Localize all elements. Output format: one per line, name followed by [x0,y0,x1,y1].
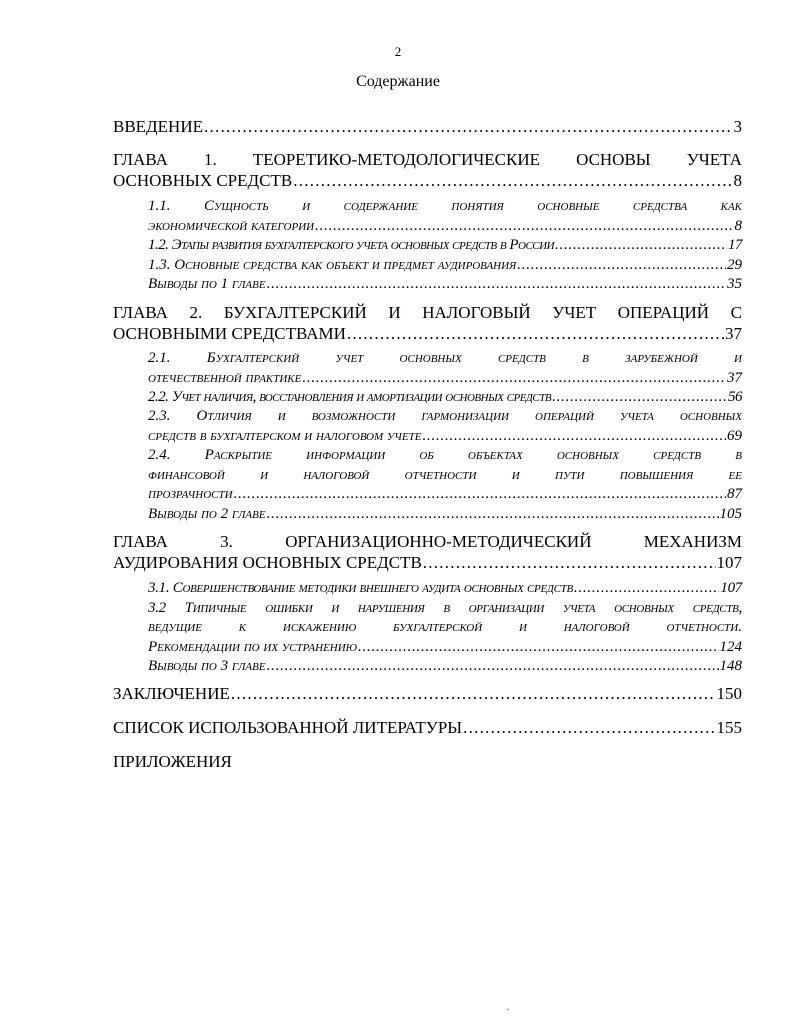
dot-leader [517,257,726,274]
toc-page-number: 105 [719,506,742,522]
toc-entry-section-1-2[interactable] [148,237,742,254]
toc-page-number: 29 [727,257,742,273]
dot-leader [555,237,727,254]
toc-page-number: 37 [725,324,742,343]
toc-page-number: 124 [719,639,742,655]
toc-chapter-1-line-1[interactable]: ГЛАВА 1. ТЕОРЕТИКО-МЕТОДОЛОГИЧЕСКИЕ ОСНОВЫ УЧЕТА [113,150,742,169]
toc-section-1-1-line-1[interactable]: 1.1. Сущность и содержание понятия основные средства как [148,198,742,214]
toc-label: СПИСОК ИСПОЛЬЗОВАННОЙ ЛИТЕРАТУРЫ [113,718,463,737]
toc-page-number: 37 [727,370,742,386]
toc-section-2-3-line-1[interactable]: 2.3. Отличия и возможности гармонизации операций учета основных [148,408,742,424]
toc-entry-conclusions-2[interactable] [148,506,742,523]
toc-entry-section-3-1[interactable] [148,580,742,597]
toc-label: 1.3. Основные средства как объект и предмет аудирования [148,257,517,273]
dot-leader [574,580,720,597]
dot-leader [204,117,733,137]
dot-leader [315,218,733,235]
toc-label: ВВЕДЕНИЕ [113,117,203,136]
toc-entry-section-2-1[interactable] [148,370,742,387]
toc-entry-conclusions-3[interactable] [148,658,742,675]
toc-page-number: 8 [733,171,742,190]
toc-entry-chapter-2[interactable] [113,324,742,344]
toc-page-number: 56 [728,389,742,405]
toc-section-2-1-line-1[interactable]: 2.1. Бухгалтерский учет основных средств в зарубежной и [148,350,742,366]
toc-entry-section-2-3[interactable] [148,428,742,445]
toc-label: 1.2. Этапы развития бухгалтерского учета основных средств в России [148,237,555,253]
toc-entry-chapter-1[interactable] [113,171,742,191]
toc-page-number: 150 [716,684,742,703]
toc-label: прозрачности [148,486,233,502]
toc-section-2-4-line-1[interactable]: 2.4. Раскрытие информации об объектах основных средств в [148,447,742,463]
dot-leader [463,718,715,738]
toc-section-3-2-line-2[interactable]: ведущие к искажению бухгалтерской и налоговой отчетности. [148,619,742,635]
toc-page-number: 148 [719,658,742,674]
toc-label: ОСНОВНЫХ СРЕДСТВ [113,171,293,190]
toc-entry-conclusions-1[interactable] [148,276,742,293]
dot-leader [267,658,719,675]
toc-page-number: 155 [716,718,742,737]
page-title: Содержание [356,73,440,90]
toc-label: Выводы по 2 главе [148,506,266,522]
toc-page-number: 107 [716,553,742,572]
toc-entry-chapter-3[interactable] [113,553,742,573]
toc-section-2-4-line-2[interactable]: финансовой и налоговой отчетности и пути повышения ее [148,467,742,483]
dot-leader [347,324,724,344]
toc-entry-section-1-3[interactable] [148,257,742,274]
dot-leader [358,639,718,656]
toc-page-number: 3 [733,117,742,136]
toc-entry-introduction[interactable] [113,117,742,137]
toc-chapter-3-line-1[interactable]: ГЛАВА 3. ОРГАНИЗАЦИОННО-МЕТОДИЧЕСКИЙ МЕХАНИЗМ [113,532,742,551]
toc-entry-appendices[interactable]: ПРИЛОЖЕНИЯ [113,752,232,771]
toc-entry-section-2-2[interactable] [148,389,742,406]
dot-leader [234,486,726,503]
toc-page-number: 107 [720,580,742,596]
toc-section-3-2-line-1[interactable]: 3.2 Типичные ошибки и нарушения в организации учета основных средств, [148,600,742,616]
toc-entry-references[interactable] [113,718,742,738]
toc-page-number: 17 [728,237,742,253]
toc-entry-conclusion[interactable] [113,684,742,704]
toc-label: ОСНОВНЫМИ СРЕДСТВАМИ [113,324,346,343]
toc-chapter-2-line-1[interactable]: ГЛАВА 2. БУХГАЛТЕРСКИЙ И НАЛОГОВЫЙ УЧЕТ ОПЕРАЦИЙ С [113,303,742,322]
toc-label: отечественной практике [148,370,302,386]
toc-label: 3.1. Совершенствование методики внешнего аудита основных средств [148,580,573,596]
toc-page-number: 87 [727,486,742,502]
toc-label: Выводы по 1 главе [148,276,266,292]
toc-entry-section-3-2[interactable] [148,639,742,656]
toc-label: Рекомендации по их устранению [148,639,358,655]
toc-label: АУДИРОВАНИЯ ОСНОВНЫХ СРЕДСТВ [113,553,422,572]
dot-leader [293,171,732,191]
dot-leader [231,684,716,704]
toc-page-number: 8 [734,218,742,234]
toc-label: экономической категории [148,218,315,234]
dot-leader [422,428,726,445]
dot-leader [302,370,726,387]
toc-page-number: 35 [727,276,742,292]
toc-entry-section-2-4[interactable] [148,486,742,503]
dot-leader [552,389,727,406]
toc-entry-section-1-1[interactable] [148,218,742,235]
toc-label: 2.2. Учет наличия, восстановления и амортизации основных средств [148,389,552,405]
stray-mark: ` [506,1006,510,1020]
page-number: 2 [394,44,402,59]
toc-page-number: 69 [727,428,742,444]
toc-label: средств в бухгалтерском и налоговом учете [148,428,422,444]
dot-leader [267,276,726,293]
toc-label: Выводы по 3 главе [148,658,266,674]
dot-leader [267,506,719,523]
toc-label: ЗАКЛЮЧЕНИЕ [113,684,230,703]
dot-leader [423,553,716,573]
